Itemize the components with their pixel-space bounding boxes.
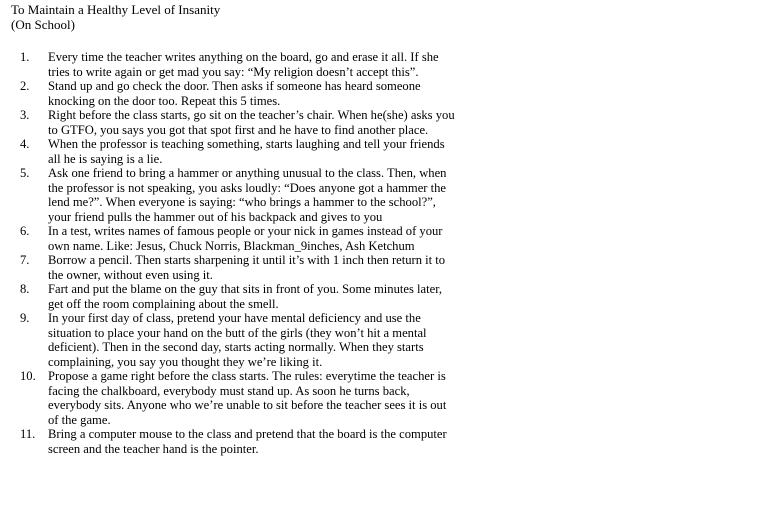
list-item-text: In a test, writes names of famous people or your nick in games instead of your own name. Like: Jesus, Chuck Norris, Blackman_9inches, Ash Ketchum bbox=[48, 224, 443, 253]
list-item bbox=[20, 224, 458, 253]
list-item bbox=[20, 137, 458, 166]
list-item-text: Stand up and go check the door. Then asks if someone has heard someone knocking on the door too. Repeat this 5 times. bbox=[48, 79, 421, 108]
list-item-number: 2. bbox=[20, 79, 30, 93]
list-item-number: 8. bbox=[20, 282, 30, 296]
list-item bbox=[20, 253, 458, 282]
list-item-text: Every time the teacher writes anything on the board, go and erase it all. If she tries to write again or get mad you say: “My religion doesn’t accept this”. bbox=[48, 50, 439, 79]
list-item bbox=[20, 108, 458, 137]
list-item-number: 3. bbox=[20, 108, 30, 122]
list-item-number: 6. bbox=[20, 224, 30, 238]
list-item-number: 7. bbox=[20, 253, 30, 267]
document-subtitle: (On School) bbox=[11, 16, 75, 32]
list-item-number: 10. bbox=[20, 369, 36, 383]
list-item-text: Propose a game right before the class starts. The rules: everytime the teacher is facing the chalkboard, everybody must stand up. As soon he turns back, everybody sits. Anyone who we’re unable to sit before the teacher sees it is out of the game. bbox=[48, 369, 447, 427]
list-item-text: Fart and put the blame on the guy that sits in front of you. Some minutes later, get off the room complaining about the smell. bbox=[48, 282, 443, 311]
list-item-number: 1. bbox=[20, 50, 30, 64]
list-item-number: 4. bbox=[20, 137, 30, 151]
list-item bbox=[20, 79, 458, 108]
list-item bbox=[20, 282, 458, 311]
list-item bbox=[20, 427, 458, 456]
list-item bbox=[20, 311, 458, 369]
list-item bbox=[20, 369, 458, 427]
list-item-text: Ask one friend to bring a hammer or anything unusual to the class. Then, when the professor is not speaking, you asks loudly: “Does anyone got a hammer the lend me?”. When everyone is saying: “who brings a hammer to the school?”, your friend pulls the hammer out of his backpack and gives to you bbox=[48, 166, 447, 224]
document-page bbox=[11, 3, 471, 32]
list-item-text: Bring a computer mouse to the class and pretend that the board is the computer screen and the teacher hand is the pointer. bbox=[48, 427, 447, 456]
list-item-text: When the professor is teaching something, starts laughing and tell your friends all he is saying is a lie. bbox=[48, 137, 445, 166]
numbered-list bbox=[20, 50, 458, 456]
list-item-text: Borrow a pencil. Then starts sharpening it until it’s with 1 inch then return it to the owner, without even using it. bbox=[48, 253, 446, 282]
list-item-text: Right before the class starts, go sit on the teacher’s chair. When he(she) asks you to GTFO, you says you got that spot first and he have to find another place. bbox=[48, 108, 455, 137]
list-item bbox=[20, 166, 458, 224]
list-item-text: In your first day of class, pretend your have mental deficiency and use the situation to place your hand on the butt of the girls (they won’t hit a mental deficient). Then in the second day, starts acting normally. When they starts complaining, you say you thought they we’re liking it. bbox=[48, 311, 427, 369]
list-item-number: 9. bbox=[20, 311, 30, 325]
list-item bbox=[20, 50, 458, 79]
document-title: To Maintain a Healthy Level of Insanity bbox=[11, 2, 221, 17]
list-item-number: 11. bbox=[20, 427, 36, 441]
list-item-number: 5. bbox=[20, 166, 30, 180]
